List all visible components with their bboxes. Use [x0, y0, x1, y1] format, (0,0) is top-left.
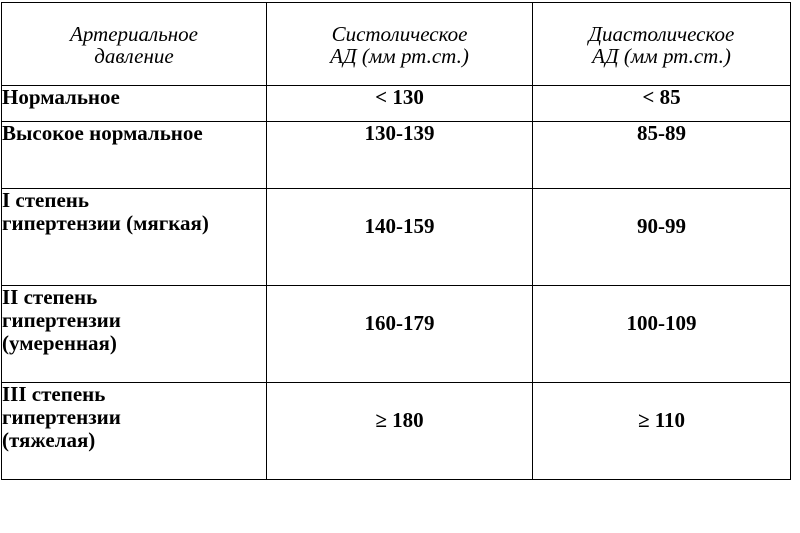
systolic-cell: 140-159 — [267, 189, 533, 286]
table-row — [2, 189, 791, 286]
category-line: гипертензии — [2, 405, 121, 429]
header-systolic — [267, 3, 533, 86]
category-line: (умеренная) — [2, 331, 117, 355]
header-pressure-line2: давление — [94, 44, 174, 68]
systolic-cell: 160-179 — [267, 286, 533, 383]
header-pressure — [2, 3, 267, 86]
table-row — [2, 383, 791, 480]
category-cell — [2, 286, 267, 383]
header-row — [2, 3, 791, 86]
header-systolic-line2: АД (мм рт.ст.) — [330, 44, 469, 68]
header-systolic-line1: Систолическое — [331, 22, 468, 46]
blood-pressure-table — [1, 2, 791, 480]
systolic-cell: ≥ 180 — [267, 383, 533, 480]
header-diastolic-line2: АД (мм рт.ст.) — [592, 44, 731, 68]
category-line: II степень — [2, 285, 98, 309]
table-row — [2, 86, 791, 122]
header-diastolic — [533, 3, 791, 86]
category-line: III степень — [2, 382, 106, 406]
category-line: (тяжелая) — [2, 428, 96, 452]
category-line: гипертензии — [2, 308, 121, 332]
diastolic-cell: 100-109 — [533, 286, 791, 383]
category-line: гипертензии (мягкая) — [2, 211, 209, 235]
header-pressure-line1: Артериальное — [70, 22, 198, 46]
category-cell — [2, 189, 267, 286]
header-diastolic-line1: Диастолическое — [588, 22, 735, 46]
category-cell — [2, 86, 267, 122]
table-row — [2, 286, 791, 383]
diastolic-cell: 90-99 — [533, 189, 791, 286]
diastolic-cell: ≥ 110 — [533, 383, 791, 480]
category-line: Высокое нормальное — [2, 121, 203, 145]
systolic-cell: 130-139 — [267, 122, 533, 189]
diastolic-cell: 85-89 — [533, 122, 791, 189]
category-line: I степень — [2, 188, 90, 212]
diastolic-cell: < 85 — [533, 86, 791, 122]
table-row — [2, 122, 791, 189]
category-cell — [2, 383, 267, 480]
category-line: Нормальное — [2, 85, 120, 109]
category-cell — [2, 122, 267, 189]
systolic-cell: < 130 — [267, 86, 533, 122]
